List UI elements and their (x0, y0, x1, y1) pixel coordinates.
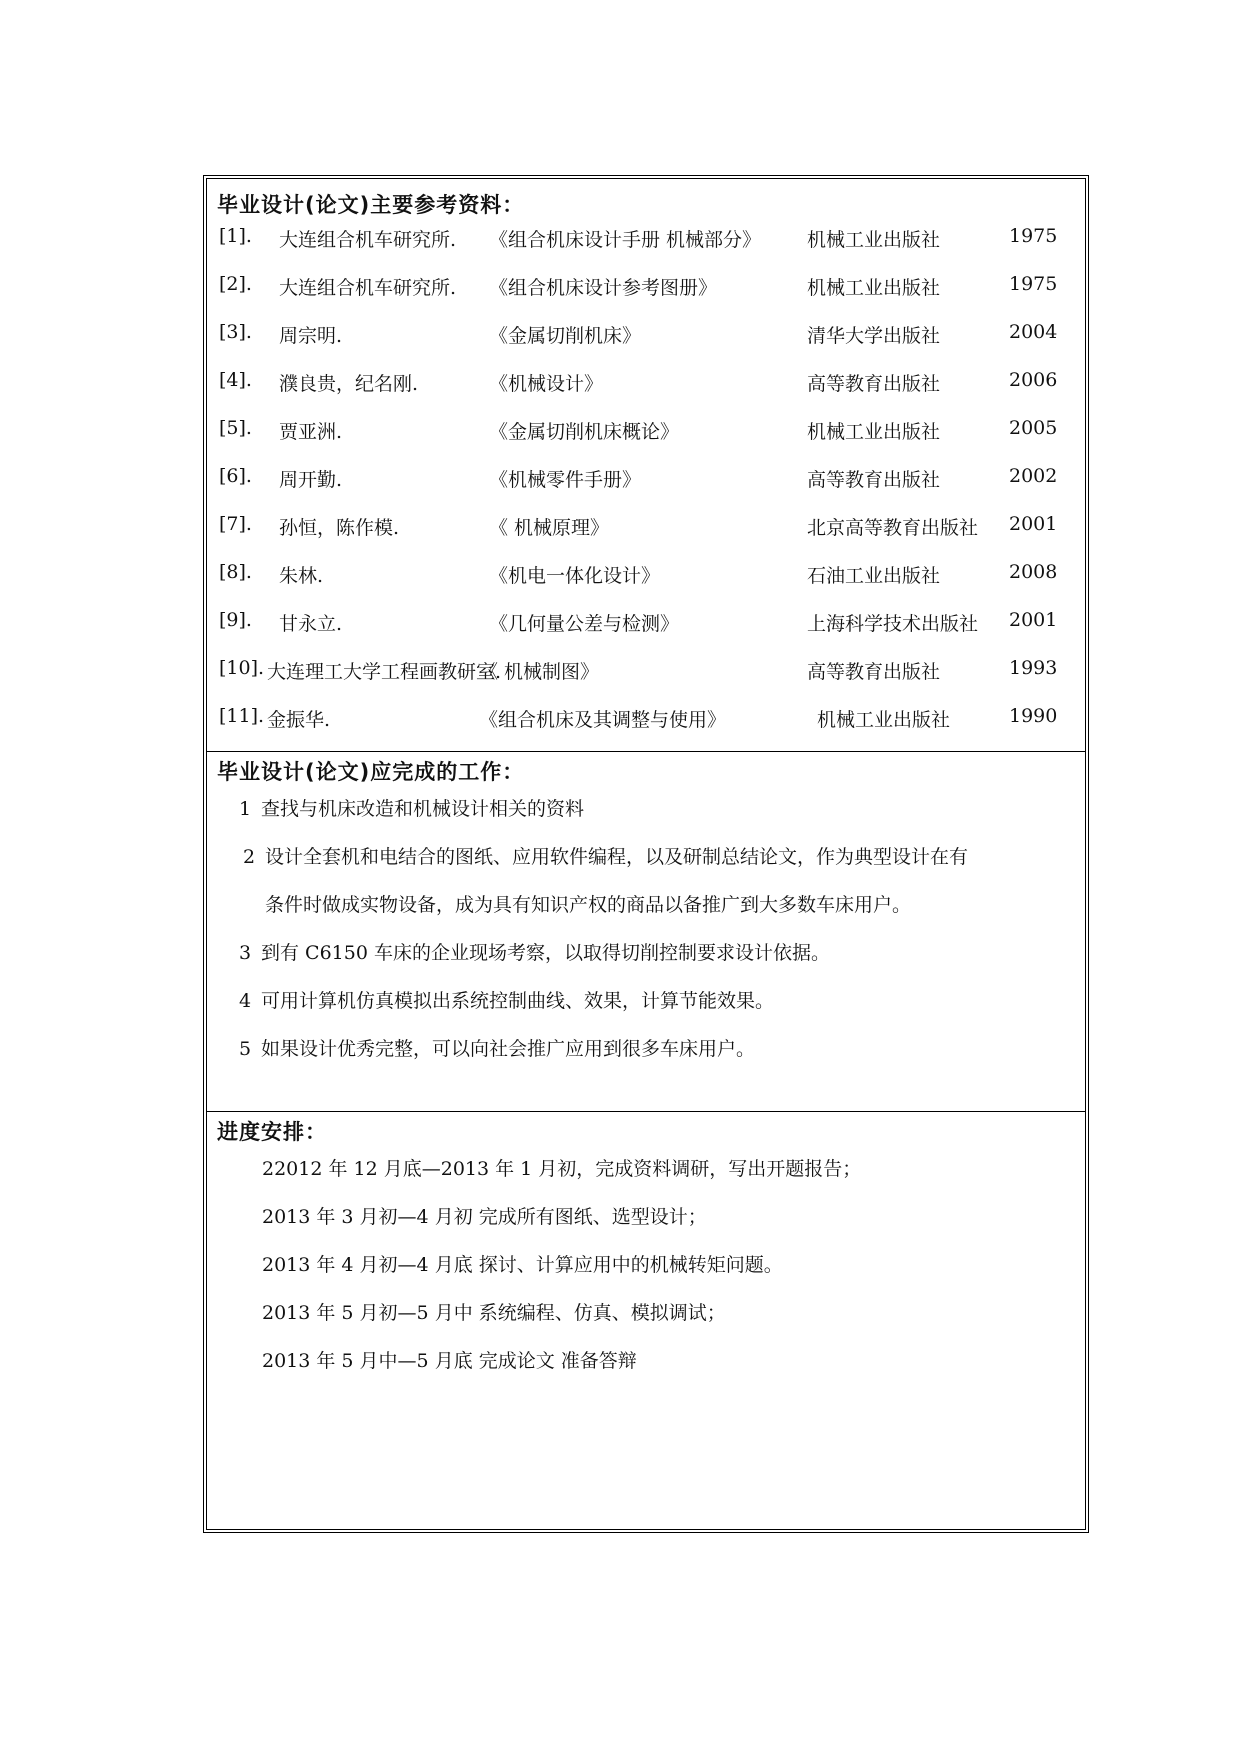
ref-author: 周开勤. (279, 469, 343, 491)
work-item-number: 4 (239, 990, 252, 1012)
ref-title: 《机械设计》 (489, 373, 604, 395)
work-item-continuation (265, 890, 911, 917)
ref-publisher: 高等教育出版社 (807, 373, 941, 395)
work-item-number: 3 (239, 942, 252, 964)
reference-item (207, 513, 1085, 561)
ref-year: 1993 (1009, 657, 1058, 679)
work-item (239, 938, 830, 965)
ref-number: [5]. (219, 417, 252, 439)
ref-author: 朱林. (279, 565, 324, 587)
ref-year: 1975 (1009, 273, 1058, 295)
reference-item (207, 705, 1085, 753)
work-section (207, 751, 1085, 1111)
ref-title: 《组合机床及其调整与使用》 (479, 709, 727, 731)
work-item-number: 1 (239, 798, 252, 820)
ref-author: 大连理工大学工程画教研室. (267, 661, 502, 683)
ref-number: [1]. (219, 225, 252, 247)
work-item-number: 2 (243, 846, 256, 868)
work-item-number: 5 (239, 1038, 252, 1060)
ref-publisher: 机械工业出版社 (817, 709, 951, 731)
ref-year: 2002 (1009, 465, 1058, 487)
ref-publisher: 北京高等教育出版社 (807, 517, 979, 539)
reference-item (207, 657, 1085, 705)
references-section (207, 179, 1085, 751)
ref-title: 《金属切削机床》 (489, 325, 642, 347)
ref-number: [4]. (219, 369, 252, 391)
schedule-item: 2013 年 5 月初—5 月中 系统编程、仿真、模拟调试； (262, 1302, 726, 1324)
ref-publisher: 上海科学技术出版社 (807, 613, 979, 635)
ref-author: 金振华. (267, 709, 331, 731)
ref-year: 2001 (1009, 513, 1058, 535)
work-item (243, 842, 968, 869)
ref-number: [9]. (219, 609, 252, 631)
work-item-text: 条件时做成实物设备，成为具有知识产权的商品以备推广到大多数车床用户。 (265, 894, 912, 916)
ref-publisher: 机械工业出版社 (807, 421, 941, 443)
ref-title: 《机械零件手册》 (489, 469, 642, 491)
reference-item (207, 561, 1085, 609)
work-item-text: 设计全套机和电结合的图纸、应用软件编程，以及研制总结论文，作为典型设计在有 (265, 846, 969, 868)
reference-item (207, 465, 1085, 513)
work-heading: 毕业设计(论文)应完成的工作： (217, 760, 525, 784)
ref-number: [7]. (219, 513, 252, 535)
reference-item (207, 369, 1085, 417)
work-item (239, 794, 584, 821)
reference-item (207, 417, 1085, 465)
ref-year: 1990 (1009, 705, 1058, 727)
ref-number: [11]. (219, 705, 265, 727)
ref-author: 大连组合机车研究所. (279, 229, 457, 251)
ref-author: 孙恒，陈作模. (279, 517, 400, 539)
ref-author: 贾亚洲. (279, 421, 343, 443)
work-item-text: 查找与机床改造和机械设计相关的资料 (261, 798, 585, 820)
ref-author: 甘永立. (279, 613, 343, 635)
work-item (239, 1034, 755, 1061)
ref-year: 2001 (1009, 609, 1058, 631)
work-item-text: 如果设计优秀完整，可以向社会推广应用到很多车床用户。 (261, 1038, 756, 1060)
schedule-section (207, 1111, 1085, 1529)
ref-title: 《 机械制图》 (479, 661, 600, 683)
ref-author: 大连组合机车研究所. (279, 277, 457, 299)
ref-title: 《机电一体化设计》 (489, 565, 661, 587)
ref-publisher: 石油工业出版社 (807, 565, 941, 587)
reference-item (207, 225, 1085, 273)
ref-publisher: 机械工业出版社 (807, 277, 941, 299)
ref-number: [8]. (219, 561, 252, 583)
work-item-text: 到有 C6150 车床的企业现场考察，以取得切削控制要求设计依据。 (261, 942, 830, 964)
ref-title: 《 机械原理》 (489, 517, 610, 539)
ref-year: 2008 (1009, 561, 1058, 583)
reference-item (207, 321, 1085, 369)
ref-title: 《组合机床设计手册 机械部分》 (489, 229, 762, 251)
ref-number: [2]. (219, 273, 252, 295)
ref-year: 2006 (1009, 369, 1058, 391)
ref-author: 濮良贵，纪名刚. (279, 373, 419, 395)
reference-item (207, 609, 1085, 657)
schedule-item: 2013 年 3 月初—4 月初 完成所有图纸、选型设计； (262, 1206, 707, 1228)
reference-item (207, 273, 1085, 321)
ref-number: [3]. (219, 321, 252, 343)
ref-title: 《金属切削机床概论》 (489, 421, 680, 443)
references-heading: 毕业设计(论文)主要参考资料： (217, 193, 525, 217)
form-frame (203, 175, 1089, 1533)
schedule-item: 2013 年 4 月初—4 月底 探讨、计算应用中的机械转矩问题。 (262, 1254, 783, 1276)
ref-publisher: 高等教育出版社 (807, 469, 941, 491)
ref-number: [6]. (219, 465, 252, 487)
schedule-item: 2013 年 5 月中—5 月底 完成论文 准备答辩 (262, 1350, 637, 1372)
schedule-heading: 进度安排： (217, 1120, 327, 1144)
work-item (239, 986, 774, 1013)
ref-publisher: 清华大学出版社 (807, 325, 941, 347)
ref-title: 《几何量公差与检测》 (489, 613, 680, 635)
ref-year: 1975 (1009, 225, 1058, 247)
ref-title: 《组合机床设计参考图册》 (489, 277, 718, 299)
ref-number: [10]. (219, 657, 265, 679)
ref-publisher: 机械工业出版社 (807, 229, 941, 251)
ref-author: 周宗明. (279, 325, 343, 347)
ref-year: 2004 (1009, 321, 1058, 343)
ref-publisher: 高等教育出版社 (807, 661, 941, 683)
ref-year: 2005 (1009, 417, 1058, 439)
schedule-item: 22012 年 12 月底—2013 年 1 月初，完成资料调研，写出开题报告； (262, 1158, 862, 1180)
work-item-text: 可用计算机仿真模拟出系统控制曲线、效果，计算节能效果。 (261, 990, 775, 1012)
